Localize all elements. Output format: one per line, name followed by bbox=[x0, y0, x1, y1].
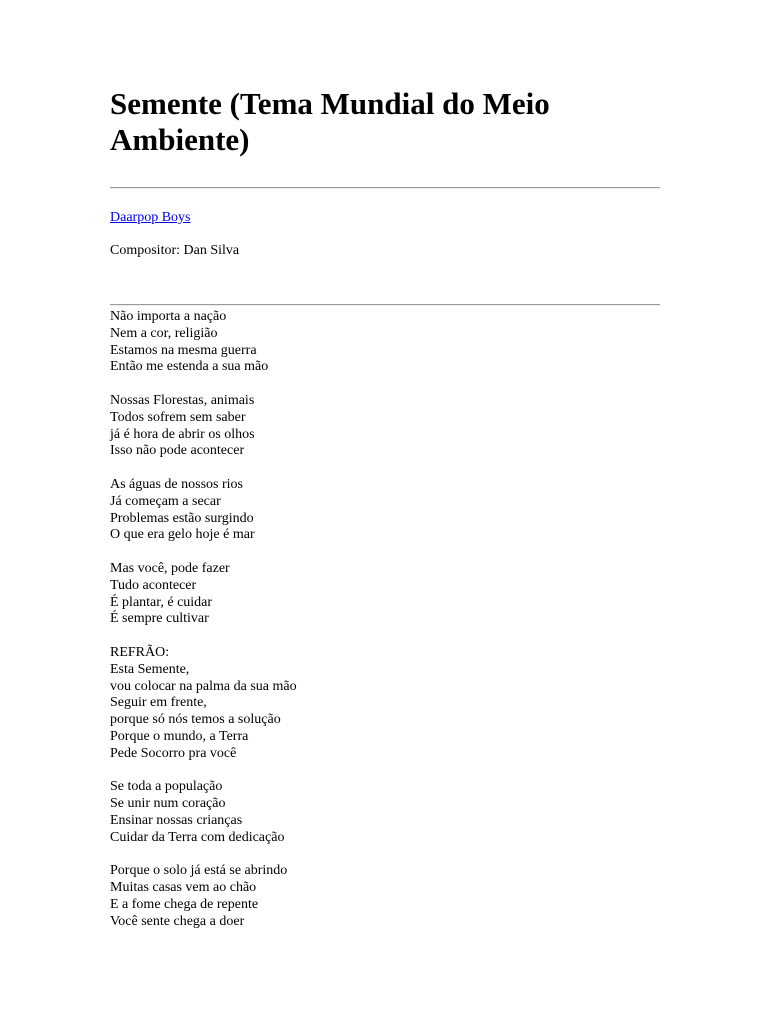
lyrics-line: Pede Socorro pra você bbox=[110, 745, 237, 761]
lyrics-stanza bbox=[110, 561, 660, 628]
lyrics-stanza bbox=[110, 863, 660, 930]
lyrics-line: Se unir num coração bbox=[110, 796, 226, 812]
lyrics-line: Já começam a secar bbox=[110, 493, 221, 509]
lyrics-line: REFRÃO: bbox=[110, 644, 170, 660]
lyrics-stanza bbox=[110, 477, 660, 544]
lyrics-line: Mas você, pode fazer bbox=[110, 560, 230, 576]
lyrics-line: É plantar, é cuidar bbox=[110, 594, 213, 610]
lyrics-line: Porque o mundo, a Terra bbox=[110, 728, 249, 744]
lyrics-line: Isso não pode acontecer bbox=[110, 443, 245, 459]
divider bbox=[110, 187, 660, 189]
lyrics-body bbox=[110, 309, 660, 930]
lyrics-line: Muitas casas vem ao chão bbox=[110, 880, 257, 896]
lyrics-line: O que era gelo hoje é mar bbox=[110, 527, 255, 543]
lyrics-line: Cuidar da Terra com dedicação bbox=[110, 829, 285, 845]
lyrics-line: E a fome chega de repente bbox=[110, 896, 259, 912]
lyrics-line: É sempre cultivar bbox=[110, 611, 209, 627]
lyrics-line: As águas de nossos rios bbox=[110, 476, 243, 492]
composer-credit: Compositor: Dan Silva bbox=[110, 243, 240, 258]
lyrics-line: Então me estenda a sua mão bbox=[110, 359, 269, 375]
lyrics-stanza bbox=[110, 779, 660, 846]
document-page bbox=[110, 86, 660, 947]
lyrics-line: Você sente chega a doer bbox=[110, 913, 245, 929]
lyrics-stanza bbox=[110, 309, 660, 376]
lyrics-line: Nem a cor, religião bbox=[110, 325, 218, 341]
lyrics-line: Problemas estão surgindo bbox=[110, 510, 254, 526]
lyrics-line: Estamos na mesma guerra bbox=[110, 342, 257, 358]
divider bbox=[110, 304, 660, 306]
lyrics-stanza bbox=[110, 393, 660, 460]
page-title: Semente (Tema Mundial do Meio Ambiente) bbox=[110, 86, 550, 157]
artist-link[interactable]: Daarpop Boys bbox=[110, 210, 191, 225]
lyrics-line: já é hora de abrir os olhos bbox=[110, 426, 255, 442]
lyrics-line: vou colocar na palma da sua mão bbox=[110, 678, 297, 694]
lyrics-line: porque só nós temos a solução bbox=[110, 712, 281, 728]
lyrics-line: Porque o solo já está se abrindo bbox=[110, 863, 288, 879]
lyrics-line: Nossas Florestas, animais bbox=[110, 392, 255, 408]
lyrics-line: Esta Semente, bbox=[110, 661, 190, 677]
lyrics-line: Tudo acontecer bbox=[110, 577, 197, 593]
lyrics-line: Todos sofrem sem saber bbox=[110, 409, 246, 425]
lyrics-line: Seguir em frente, bbox=[110, 695, 207, 711]
lyrics-stanza bbox=[110, 645, 660, 763]
lyrics-line: Não importa a nação bbox=[110, 309, 227, 324]
lyrics-line: Se toda a população bbox=[110, 779, 223, 795]
lyrics-line: Ensinar nossas crianças bbox=[110, 812, 243, 828]
